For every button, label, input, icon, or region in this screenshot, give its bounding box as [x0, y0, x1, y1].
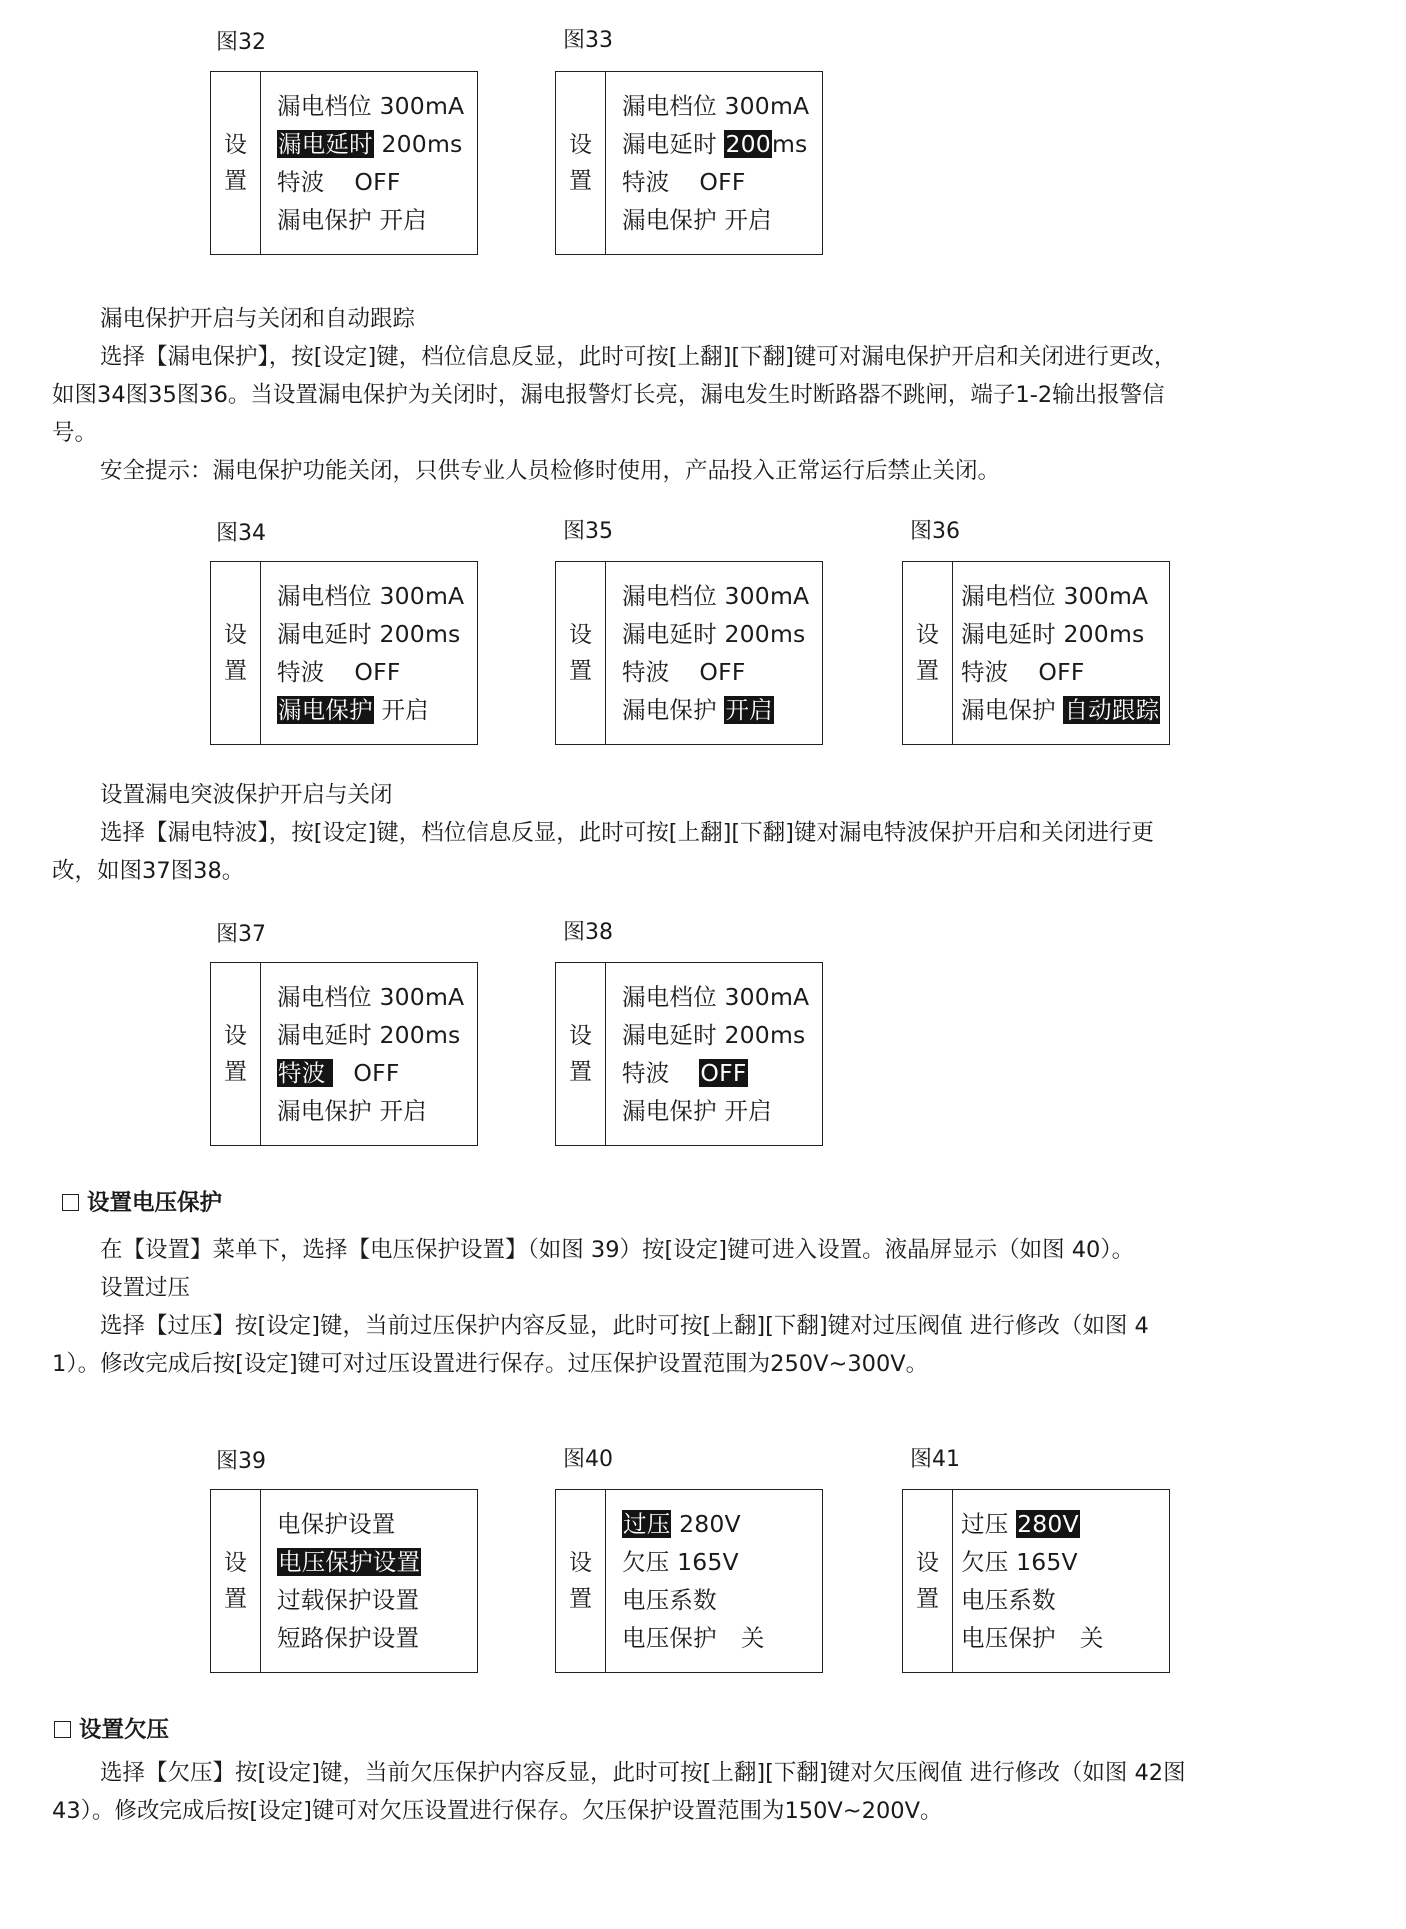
lcd-label: 电压系数	[961, 1586, 1056, 1614]
lcd-line	[961, 691, 1169, 729]
lcd-side-label	[556, 1490, 606, 1672]
lcd-value: 开启	[724, 206, 772, 234]
side-char: 设	[916, 1550, 939, 1576]
lcd-line	[622, 615, 822, 653]
lcd-value: 300mA	[379, 582, 465, 610]
lcd-line	[277, 163, 477, 201]
lcd-value: 200ms	[724, 1021, 806, 1049]
lcd-value-highlighted: 280V	[1017, 1510, 1079, 1538]
paragraph-line: 号。	[52, 420, 98, 446]
lcd-screen-fig32	[210, 71, 478, 255]
lcd-label: 漏电档位	[277, 983, 372, 1011]
paragraph-line: 在【设置】菜单下，选择【电压保护设置】（如图 39）按[设定]键可进入设置。液晶屏显示（如图 40）。	[100, 1237, 1135, 1263]
lcd-line	[961, 1505, 1169, 1543]
lcd-line	[622, 1581, 822, 1619]
lcd-line	[622, 653, 822, 691]
lcd-value: OFF	[699, 658, 746, 686]
lcd-label-highlighted: 漏电保护	[278, 696, 373, 724]
lcd-label: 漏电档位	[961, 582, 1056, 610]
side-char: 设	[224, 622, 247, 648]
lcd-value: 开启	[724, 1097, 772, 1125]
lcd-side-label	[556, 562, 606, 744]
lcd-value: OFF	[354, 658, 401, 686]
heading-text: 设置电压保护	[87, 1190, 223, 1216]
lcd-label: 漏电档位	[622, 92, 717, 120]
lcd-label: 漏电延时	[622, 130, 717, 158]
figure-caption: 图36	[910, 519, 960, 544]
figure-caption: 图35	[563, 519, 613, 544]
side-char: 置	[916, 658, 939, 684]
lcd-value: 300mA	[379, 92, 465, 120]
lcd-label: 漏电档位	[622, 983, 717, 1011]
lcd-line	[622, 1054, 822, 1092]
lcd-value-highlighted: 自动跟踪	[1064, 696, 1160, 724]
lcd-value: 开启	[379, 206, 427, 234]
figure-caption: 图37	[216, 922, 266, 947]
lcd-label: 漏电保护	[961, 696, 1056, 724]
lcd-line	[277, 691, 477, 729]
lcd-value-highlighted: OFF	[700, 1059, 747, 1087]
lcd-value: OFF	[353, 1059, 400, 1087]
lcd-menu-item	[277, 1543, 477, 1581]
lcd-label: 漏电档位	[622, 582, 717, 610]
lcd-side-label	[903, 1490, 953, 1672]
lcd-value: 280V	[679, 1510, 741, 1538]
lcd-screen-fig37	[210, 962, 478, 1146]
lcd-line	[622, 1505, 822, 1543]
lcd-label: 欠压	[961, 1548, 1009, 1576]
lcd-value-highlighted: 开启	[725, 696, 773, 724]
lcd-screen-fig40	[555, 1489, 823, 1673]
lcd-line	[961, 1581, 1169, 1619]
lcd-line	[622, 125, 822, 163]
lcd-screen-fig34	[210, 561, 478, 745]
side-char: 设	[569, 1023, 592, 1049]
lcd-screen-fig36	[902, 561, 1170, 745]
lcd-label: 漏电保护	[622, 206, 717, 234]
side-char: 置	[224, 1586, 247, 1612]
lcd-screen-fig35	[555, 561, 823, 745]
lcd-side-label	[556, 963, 606, 1145]
lcd-unit: ms	[771, 130, 808, 158]
paragraph-line: 选择【欠压】按[设定]键，当前欠压保护内容反显，此时可按[上翻][下翻]键对欠压阀值 进行修改（如图 42图	[100, 1760, 1186, 1786]
lcd-side-label	[556, 72, 606, 254]
lcd-label: 漏电档位	[277, 582, 372, 610]
figure-caption: 图34	[216, 521, 266, 546]
lcd-side-label	[211, 562, 261, 744]
lcd-value: 165V	[677, 1548, 739, 1576]
lcd-line	[277, 615, 477, 653]
lcd-label: 漏电延时	[622, 1021, 717, 1049]
lcd-line	[622, 1543, 822, 1581]
paragraph-line: 选择【漏电特波】，按[设定]键，档位信息反显，此时可按[上翻][下翻]键对漏电特波保护开启和关闭进行更	[100, 820, 1154, 846]
lcd-label: 特波	[622, 1059, 670, 1087]
lcd-line	[277, 1092, 477, 1130]
paragraph-line: 如图34图35图36。当设置漏电保护为关闭时，漏电报警灯长亮，漏电发生时断路器不跳闸，端子1-2输出报警信	[52, 382, 1165, 408]
lcd-label: 过压	[961, 1510, 1009, 1538]
lcd-menu-item	[277, 1505, 477, 1543]
side-char: 置	[916, 1586, 939, 1612]
side-char: 置	[224, 168, 247, 194]
checkbox-icon	[54, 1721, 71, 1738]
lcd-line	[277, 653, 477, 691]
lcd-label-highlighted: 漏电延时	[278, 130, 373, 158]
lcd-label: 漏电延时	[277, 1021, 372, 1049]
lcd-line	[622, 163, 822, 201]
figure-caption: 图40	[563, 1447, 613, 1472]
lcd-value: 300mA	[724, 983, 810, 1011]
lcd-label: 漏电延时	[622, 620, 717, 648]
lcd-line	[277, 87, 477, 125]
lcd-line	[961, 577, 1169, 615]
heading-text: 设置欠压	[79, 1717, 170, 1743]
lcd-value: 200ms	[1063, 620, 1145, 648]
lcd-value: 300mA	[724, 582, 810, 610]
lcd-label: 特波	[622, 168, 670, 196]
lcd-value: OFF	[354, 168, 401, 196]
lcd-value: 200ms	[724, 620, 806, 648]
checkbox-icon	[62, 1194, 79, 1211]
lcd-value: 200ms	[381, 130, 463, 158]
side-char: 置	[569, 168, 592, 194]
subsection-title: 设置过压	[100, 1275, 191, 1301]
lcd-side-label	[211, 1490, 261, 1672]
side-char: 设	[224, 1023, 247, 1049]
lcd-label: 特波	[961, 658, 1009, 686]
side-char: 设	[569, 132, 592, 158]
lcd-line	[277, 577, 477, 615]
safety-note: 安全提示：漏电保护功能关闭，只供专业人员检修时使用，产品投入正常运行后禁止关闭。	[100, 458, 1001, 484]
lcd-side-label	[211, 72, 261, 254]
lcd-line	[622, 1016, 822, 1054]
lcd-value: OFF	[1038, 658, 1085, 686]
lcd-line	[961, 615, 1169, 653]
lcd-label: 电压系数	[622, 1586, 717, 1614]
figure-caption: 图38	[563, 920, 613, 945]
lcd-line	[961, 1619, 1169, 1657]
lcd-label: 特波	[277, 658, 325, 686]
figure-caption: 图32	[216, 30, 266, 55]
lcd-value: 300mA	[724, 92, 810, 120]
lcd-label: 漏电保护	[622, 696, 717, 724]
lcd-line	[622, 1619, 822, 1657]
lcd-line	[622, 691, 822, 729]
lcd-screen-fig38	[555, 962, 823, 1146]
section-title: 漏电保护开启与关闭和自动跟踪	[100, 306, 416, 332]
lcd-label: 过载保护设置	[277, 1586, 420, 1614]
lcd-value: 关	[740, 1624, 765, 1652]
figure-caption: 图33	[563, 28, 613, 53]
figure-caption: 图41	[910, 1447, 960, 1472]
lcd-screen-fig33	[555, 71, 823, 255]
lcd-value: 200ms	[379, 620, 461, 648]
lcd-value: 关	[1079, 1624, 1104, 1652]
section-heading	[54, 1715, 169, 1745]
lcd-value: 200ms	[379, 1021, 461, 1049]
lcd-menu-item	[277, 1581, 477, 1619]
lcd-menu-item	[277, 1619, 477, 1657]
lcd-line	[961, 1543, 1169, 1581]
lcd-screen-fig41	[902, 1489, 1170, 1673]
lcd-value-highlighted: 200	[725, 130, 771, 158]
lcd-value: 300mA	[379, 983, 465, 1011]
lcd-label-highlighted: 过压	[623, 1510, 671, 1538]
lcd-value: 开启	[381, 696, 429, 724]
lcd-line	[622, 1092, 822, 1130]
lcd-label: 漏电保护	[277, 1097, 372, 1125]
paragraph-line: 43）。修改完成后按[设定]键可对欠压设置进行保存。欠压保护设置范围为150V~200V。	[52, 1798, 943, 1824]
side-char: 置	[569, 1586, 592, 1612]
lcd-label: 电保护设置	[277, 1510, 396, 1538]
lcd-line	[622, 577, 822, 615]
lcd-side-label	[903, 562, 953, 744]
section-heading	[62, 1188, 222, 1218]
lcd-label: 漏电延时	[277, 620, 372, 648]
paragraph-line: 改，如图37图38。	[52, 858, 245, 884]
lcd-line	[277, 978, 477, 1016]
lcd-line	[277, 201, 477, 239]
paragraph-line: 1）。修改完成后按[设定]键可对过压设置进行保存。过压保护设置范围为250V~300V。	[52, 1351, 929, 1377]
lcd-line	[277, 1054, 477, 1092]
side-char: 设	[569, 622, 592, 648]
lcd-label: 漏电保护	[622, 1097, 717, 1125]
side-char: 置	[224, 1059, 247, 1085]
lcd-screen-fig39	[210, 1489, 478, 1673]
side-char: 设	[224, 132, 247, 158]
lcd-line	[622, 87, 822, 125]
lcd-line	[277, 1016, 477, 1054]
lcd-label: 欠压	[622, 1548, 670, 1576]
lcd-label: 短路保护设置	[277, 1624, 420, 1652]
side-char: 设	[224, 1550, 247, 1576]
lcd-label: 电压保护	[961, 1624, 1056, 1652]
lcd-label: 电压保护	[622, 1624, 717, 1652]
lcd-value: 165V	[1016, 1548, 1078, 1576]
side-char: 设	[916, 622, 939, 648]
lcd-label: 特波	[622, 658, 670, 686]
lcd-value: 开启	[379, 1097, 427, 1125]
side-char: 置	[224, 658, 247, 684]
lcd-value: OFF	[699, 168, 746, 196]
section-title: 设置漏电突波保护开启与关闭	[100, 782, 393, 808]
side-char: 置	[569, 1059, 592, 1085]
side-char: 设	[569, 1550, 592, 1576]
lcd-side-label	[211, 963, 261, 1145]
side-char: 置	[569, 658, 592, 684]
lcd-label-highlighted: 特波	[277, 1059, 333, 1087]
lcd-label: 漏电保护	[277, 206, 372, 234]
lcd-label: 特波	[277, 168, 325, 196]
lcd-label-highlighted: 电压保护设置	[278, 1548, 421, 1576]
lcd-label: 漏电延时	[961, 620, 1056, 648]
paragraph-line: 选择【漏电保护】，按[设定]键，档位信息反显，此时可按[上翻][下翻]键可对漏电保护开启和关闭进行更改，	[100, 344, 1177, 370]
lcd-label: 漏电档位	[277, 92, 372, 120]
lcd-line	[961, 653, 1169, 691]
lcd-line	[277, 125, 477, 163]
lcd-value: 300mA	[1063, 582, 1149, 610]
paragraph-line: 选择【过压】按[设定]键，当前过压保护内容反显，此时可按[上翻][下翻]键对过压阀值 进行修改（如图 4	[100, 1313, 1149, 1339]
figure-caption: 图39	[216, 1449, 266, 1474]
lcd-line	[622, 978, 822, 1016]
lcd-line	[622, 201, 822, 239]
